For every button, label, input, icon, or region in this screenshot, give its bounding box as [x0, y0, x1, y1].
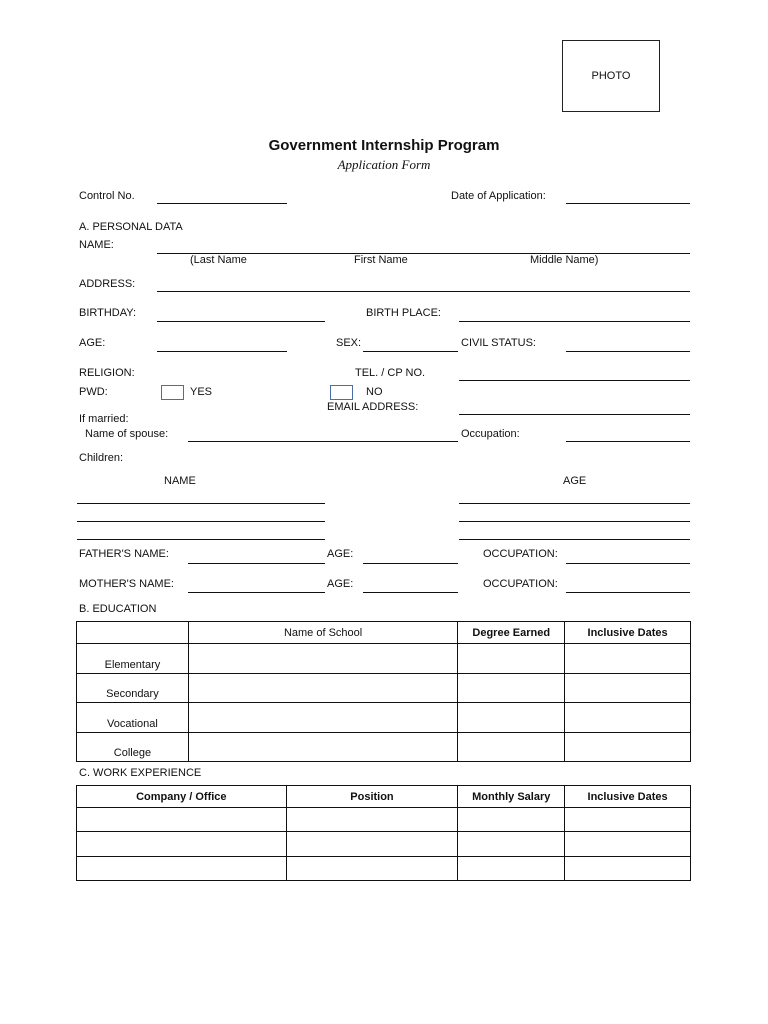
education-header-cell: Inclusive Dates — [565, 622, 691, 644]
education-header-cell — [77, 622, 189, 644]
photo-box[interactable] — [562, 40, 660, 112]
work-experience-table — [76, 785, 691, 881]
date-of-application-label: Date of Application: — [451, 190, 546, 202]
education-level-label: Elementary — [77, 644, 189, 674]
degree-cell[interactable] — [458, 644, 565, 674]
mothers-name-field[interactable] — [188, 592, 325, 593]
work-header-cell: Company / Office — [77, 786, 287, 808]
education-table — [76, 621, 691, 762]
pwd-yes-checkbox[interactable] — [161, 385, 184, 400]
civil-status-label: CIVIL STATUS: — [461, 337, 536, 349]
child-age-field[interactable] — [459, 503, 690, 504]
education-row — [77, 703, 691, 733]
school-name-cell[interactable] — [188, 733, 457, 762]
fathers-name-field[interactable] — [188, 563, 325, 564]
school-name-cell[interactable] — [188, 644, 457, 674]
birthday-field[interactable] — [157, 321, 325, 322]
dates-cell[interactable] — [565, 703, 691, 733]
spouse-field[interactable] — [188, 441, 458, 442]
tel-field[interactable] — [459, 380, 690, 381]
form-title: Government Internship Program — [268, 137, 500, 154]
first-name-caption: First Name — [354, 254, 408, 266]
name-label: NAME: — [79, 239, 114, 251]
education-row — [77, 733, 691, 762]
education-row — [77, 674, 691, 703]
work-header-row — [77, 786, 691, 808]
control-no-label: Control No. — [79, 190, 135, 202]
fathers-age-label: AGE: — [327, 548, 354, 560]
if-married-label: If married: — [79, 413, 129, 425]
work-header-cell: Monthly Salary — [458, 786, 565, 808]
photo-label: PHOTO — [591, 70, 631, 82]
child-age-column: AGE — [563, 475, 587, 487]
salary-cell[interactable] — [458, 857, 565, 881]
address-label: ADDRESS: — [79, 278, 136, 290]
fathers-occupation-label: OCCUPATION: — [483, 548, 558, 560]
spouse-label: Name of spouse: — [85, 428, 169, 440]
dates-cell[interactable] — [565, 808, 691, 832]
spouse-occupation-field[interactable] — [566, 441, 690, 442]
company-cell[interactable] — [77, 808, 287, 832]
fathers-name-label: FATHER'S NAME: — [79, 548, 169, 560]
fathers-age-field[interactable] — [363, 563, 458, 564]
work-row — [77, 832, 691, 857]
address-field[interactable] — [157, 291, 690, 292]
position-cell[interactable] — [286, 857, 458, 881]
work-header-cell: Position — [286, 786, 458, 808]
dates-cell[interactable] — [565, 857, 691, 881]
company-cell[interactable] — [77, 857, 287, 881]
pwd-no-checkbox[interactable] — [330, 385, 353, 400]
mothers-occupation-label: OCCUPATION: — [483, 578, 558, 590]
middle-name-caption: Middle Name) — [530, 254, 599, 266]
education-header-row — [77, 622, 691, 644]
birth-place-field[interactable] — [459, 321, 690, 322]
education-heading: B. EDUCATION — [79, 603, 157, 615]
mothers-occupation-field[interactable] — [566, 592, 690, 593]
sex-field[interactable] — [363, 351, 458, 352]
education-level-label: College — [77, 733, 189, 762]
degree-cell[interactable] — [458, 703, 565, 733]
pwd-label: PWD: — [79, 386, 108, 398]
education-header-cell: Degree Earned — [458, 622, 565, 644]
education-header-cell: Name of School — [188, 622, 457, 644]
email-label: EMAIL ADDRESS: — [327, 401, 419, 413]
children-label: Children: — [79, 452, 124, 464]
company-cell[interactable] — [77, 832, 287, 857]
school-name-cell[interactable] — [188, 674, 457, 703]
personal-data-heading: A. PERSONAL DATA — [79, 221, 183, 233]
child-name-field[interactable] — [77, 539, 325, 540]
work-row — [77, 857, 691, 881]
mothers-age-field[interactable] — [363, 592, 458, 593]
work-header-cell: Inclusive Dates — [565, 786, 691, 808]
dates-cell[interactable] — [565, 644, 691, 674]
position-cell[interactable] — [286, 808, 458, 832]
age-field[interactable] — [157, 351, 287, 352]
civil-status-field[interactable] — [566, 351, 690, 352]
pwd-yes-label: YES — [190, 386, 213, 398]
salary-cell[interactable] — [458, 832, 565, 857]
email-field[interactable] — [459, 414, 690, 415]
child-name-column: NAME — [164, 475, 196, 487]
work-row — [77, 808, 691, 832]
position-cell[interactable] — [286, 832, 458, 857]
degree-cell[interactable] — [458, 674, 565, 703]
form-subtitle: Application Form — [337, 157, 431, 172]
child-name-field[interactable] — [77, 503, 325, 504]
fathers-occupation-field[interactable] — [566, 563, 690, 564]
salary-cell[interactable] — [458, 808, 565, 832]
mothers-age-label: AGE: — [327, 578, 354, 590]
birthday-label: BIRTHDAY: — [79, 307, 137, 319]
child-age-field[interactable] — [459, 539, 690, 540]
dates-cell[interactable] — [565, 674, 691, 703]
child-name-field[interactable] — [77, 521, 325, 522]
education-level-label: Vocational — [77, 703, 189, 733]
last-name-caption: (Last Name — [190, 254, 247, 266]
religion-label: RELIGION: — [79, 367, 135, 379]
tel-label: TEL. / CP NO. — [355, 367, 426, 379]
dates-cell[interactable] — [565, 832, 691, 857]
control-no-field[interactable] — [157, 203, 287, 204]
school-name-cell[interactable] — [188, 703, 457, 733]
age-label: AGE: — [79, 337, 106, 349]
sex-label: SEX: — [336, 337, 362, 349]
mothers-name-label: MOTHER'S NAME: — [79, 578, 174, 590]
spouse-occupation-label: Occupation: — [461, 428, 520, 440]
education-row — [77, 644, 691, 674]
work-experience-heading: C. WORK EXPERIENCE — [79, 767, 202, 779]
dates-cell[interactable] — [565, 733, 691, 762]
degree-cell[interactable] — [458, 733, 565, 762]
child-age-field[interactable] — [459, 521, 690, 522]
education-level-label: Secondary — [77, 674, 189, 703]
birth-place-label: BIRTH PLACE: — [366, 307, 441, 319]
date-of-application-field[interactable] — [566, 203, 690, 204]
pwd-no-label: NO — [366, 386, 383, 398]
